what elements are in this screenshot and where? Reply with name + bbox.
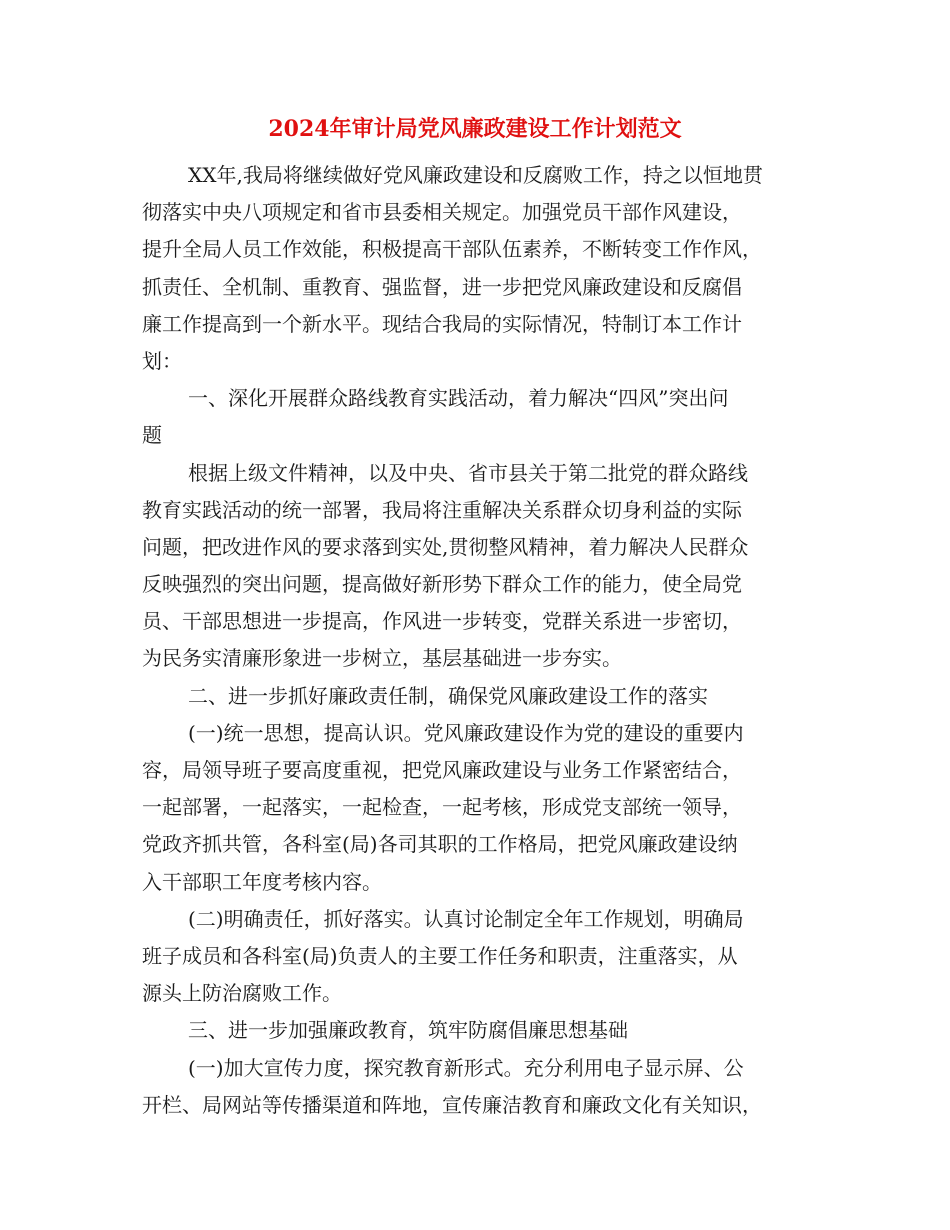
text-line: 党政齐抓共管，各科室(局)各司其职的工作格局，把党风廉政建设纳 [142,832,738,857]
text-line: 源头上防治腐败工作。 [142,981,342,1006]
text-line: 入干部职工年度考核内容。 [142,869,382,894]
document-body [142,157,812,1124]
text-line: 员、干部思想进一步提高，作风进一步转变，党群关系进一步密切， [142,609,742,634]
document-title: 2024年审计局党风廉政建设工作计划范文 [268,116,682,142]
text-line: (一)统一思想，提高认识。党风廉政建设作为党的建设的重要内 [188,720,744,745]
text-line: 容，局领导班子要高度重视，把党风廉政建设与业务工作紧密结合， [142,758,742,782]
text-line: 根据上级文件精神，以及中央、省市县关于第二批党的群众路线 [188,460,748,485]
text-line: 二、进一步抓好廉政责任制，确保党风廉政建设工作的落实 [188,683,708,708]
text-line: XX年,我局将继续做好党风廉政建设和反腐败工作，持之以恒地贯 [188,163,763,187]
text-line: 划： [142,348,182,373]
text-line: 一起部署，一起落实，一起检查，一起考核，形成党支部统一领导， [142,795,742,820]
text-line: 彻落实中央八项规定和省市县委相关规定。加强党员干部作风建设， [142,200,742,225]
text-line: (一)加大宣传力度，探究教育新形式。充分利用电子显示屏、公 [188,1055,744,1080]
text-line: (二)明确责任，抓好落实。认真讨论制定全年工作规划，明确局 [188,906,744,931]
text-line: 一、深化开展群众路线教育实践活动，着力解决“四风”突出问 [188,386,729,411]
text-line: 班子成员和各科室(局)负责人的主要工作任务和职责，注重落实，从 [142,943,738,968]
text-line: 开栏、局网站等传播渠道和阵地，宣传廉洁教育和廉政文化有关知识， [142,1092,762,1117]
text-line: 题 [142,423,162,448]
text-line: 抓责任、全机制、重教育、强监督，进一步把党风廉政建设和反腐倡 [142,274,742,299]
text-line: 三、进一步加强廉政教育，筑牢防腐倡廉思想基础 [188,1018,628,1043]
text-line: 廉工作提高到一个新水平。现结合我局的实际情况，特制订本工作计 [142,311,742,336]
text-line: 为民务实清廉形象进一步树立，基层基础进一步夯实。 [142,646,622,671]
text-line: 反映强烈的突出问题，提高做好新形势下群众工作的能力，使全局党 [142,572,742,597]
text-line: 教育实践活动的统一部署，我局将注重解决关系群众切身利益的实际 [142,497,742,522]
text-line: 问题，把改进作风的要求落到实处,贯彻整风精神，着力解决人民群众 [142,534,749,559]
text-line: 提升全局人员工作效能，积极提高干部队伍素养，不断转变工作作风， [142,237,762,262]
